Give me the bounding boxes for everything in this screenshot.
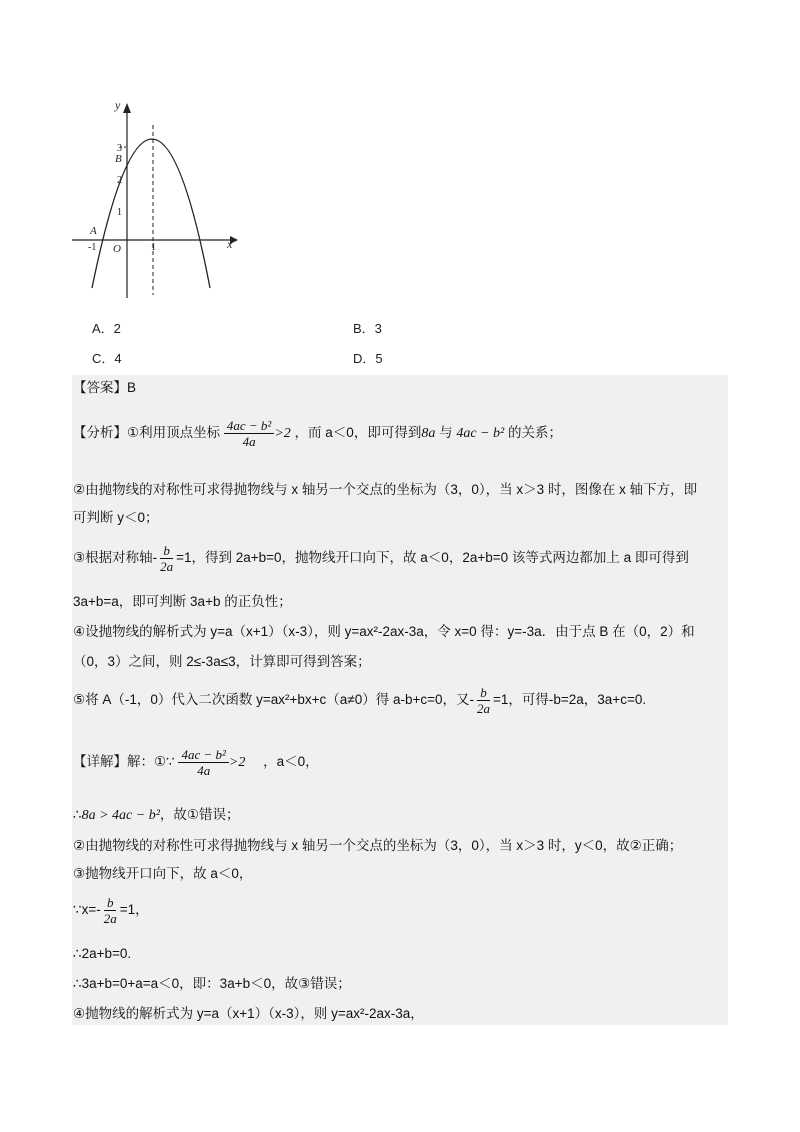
x-axis-label: x xyxy=(227,237,233,251)
analysis-line-7: （0，3）之间，则 2≤-3a≤3，计算即可得到答案； xyxy=(73,654,371,669)
detail-line-7: ∴3a+b=0+a=a＜0，即：3a+b＜0，故③错误； xyxy=(73,976,351,991)
detail-line-6: ∴2a+b=0. xyxy=(73,946,132,961)
option-a[interactable]: A．2 xyxy=(92,321,121,336)
option-d[interactable]: D．5 xyxy=(353,351,383,366)
origin-label: O xyxy=(113,243,121,255)
detail-line-8: ④抛物线的解析式为 y=a（x+1）（x-3），则 y=ax²-2ax-3a， xyxy=(73,1006,424,1021)
vertex-fraction: $\frac{\text{4ac − b²}}{4a}$ xyxy=(224,418,274,449)
point-b-label: B xyxy=(115,153,122,165)
detail-line-2: ∴8a > 4ac − b²，故①错误； xyxy=(73,807,240,823)
option-b[interactable]: B．3 xyxy=(353,321,382,336)
analysis-line-4: ③根据对称轴- $\frac{b}{2a}$ =1，得到 2a+b=0，抛物线开口向下，故 a＜0，2a+b=0 该等式两边都加上 a 即可得到 xyxy=(73,543,689,574)
analysis-line-1: 【分析】①利用顶点坐标 $\frac{\text{4ac − b²}}{4a}$ >2 ，而 a＜0，即可得到8a 与 4ac − b² 的关系； xyxy=(73,418,562,449)
parabola-graph xyxy=(70,95,250,300)
tick-1: 1 xyxy=(117,207,122,218)
tick-x1: 1 xyxy=(151,242,156,253)
analysis-line-8: ⑤将 A（-1，0）代入二次函数 y=ax²+bx+c（a≠0）得 a-b+c=0，又- $\frac{b}{2a}$ =1，可得-b=2a，3a+c=0. xyxy=(73,685,647,716)
analysis-line-3: 可判断 y＜0； xyxy=(73,510,159,525)
detail-line-5: ∵x=- $\frac{b}{2a}$ =1， xyxy=(73,895,149,926)
point-a-label: A xyxy=(90,225,97,237)
tick-2: 2 xyxy=(117,175,122,186)
y-axis-arrow xyxy=(123,103,131,113)
tick-neg1: -1 xyxy=(88,242,97,253)
detail-line-3: ②由抛物线的对称性可求得抛物线与 x 轴另一个交点的坐标为（3，0），当 x＞3 时，y＜0，故②正确； xyxy=(73,838,683,853)
option-c[interactable]: C．4 xyxy=(92,351,122,366)
answer-line: 【答案】B xyxy=(73,380,137,395)
tick-3: 3 xyxy=(117,143,122,154)
detail-line-4: ③抛物线开口向下，故 a＜0， xyxy=(73,866,253,881)
analysis-line-6: ④设抛物线的解析式为 y=a（x+1）（x-3），则 y=ax²-2ax-3a，令 x=0 得：y=-3a．由于点 B 在（0，2）和 xyxy=(73,624,695,639)
detail-line-1: 【详解】解：①∵ $\frac{\text{4ac − b²}}{4a}$ >2 ，a＜0， xyxy=(73,747,319,778)
analysis-line-5: 3a+b=a，即可判断 3a+b 的正负性； xyxy=(73,594,292,609)
analysis-line-2: ②由抛物线的对称性可求得抛物线与 x 轴另一个交点的坐标为（3，0），当 x＞3 时，图像在 x 轴下方，即 xyxy=(73,482,698,497)
y-axis-label: y xyxy=(115,98,121,112)
parabola-curve xyxy=(92,139,210,288)
